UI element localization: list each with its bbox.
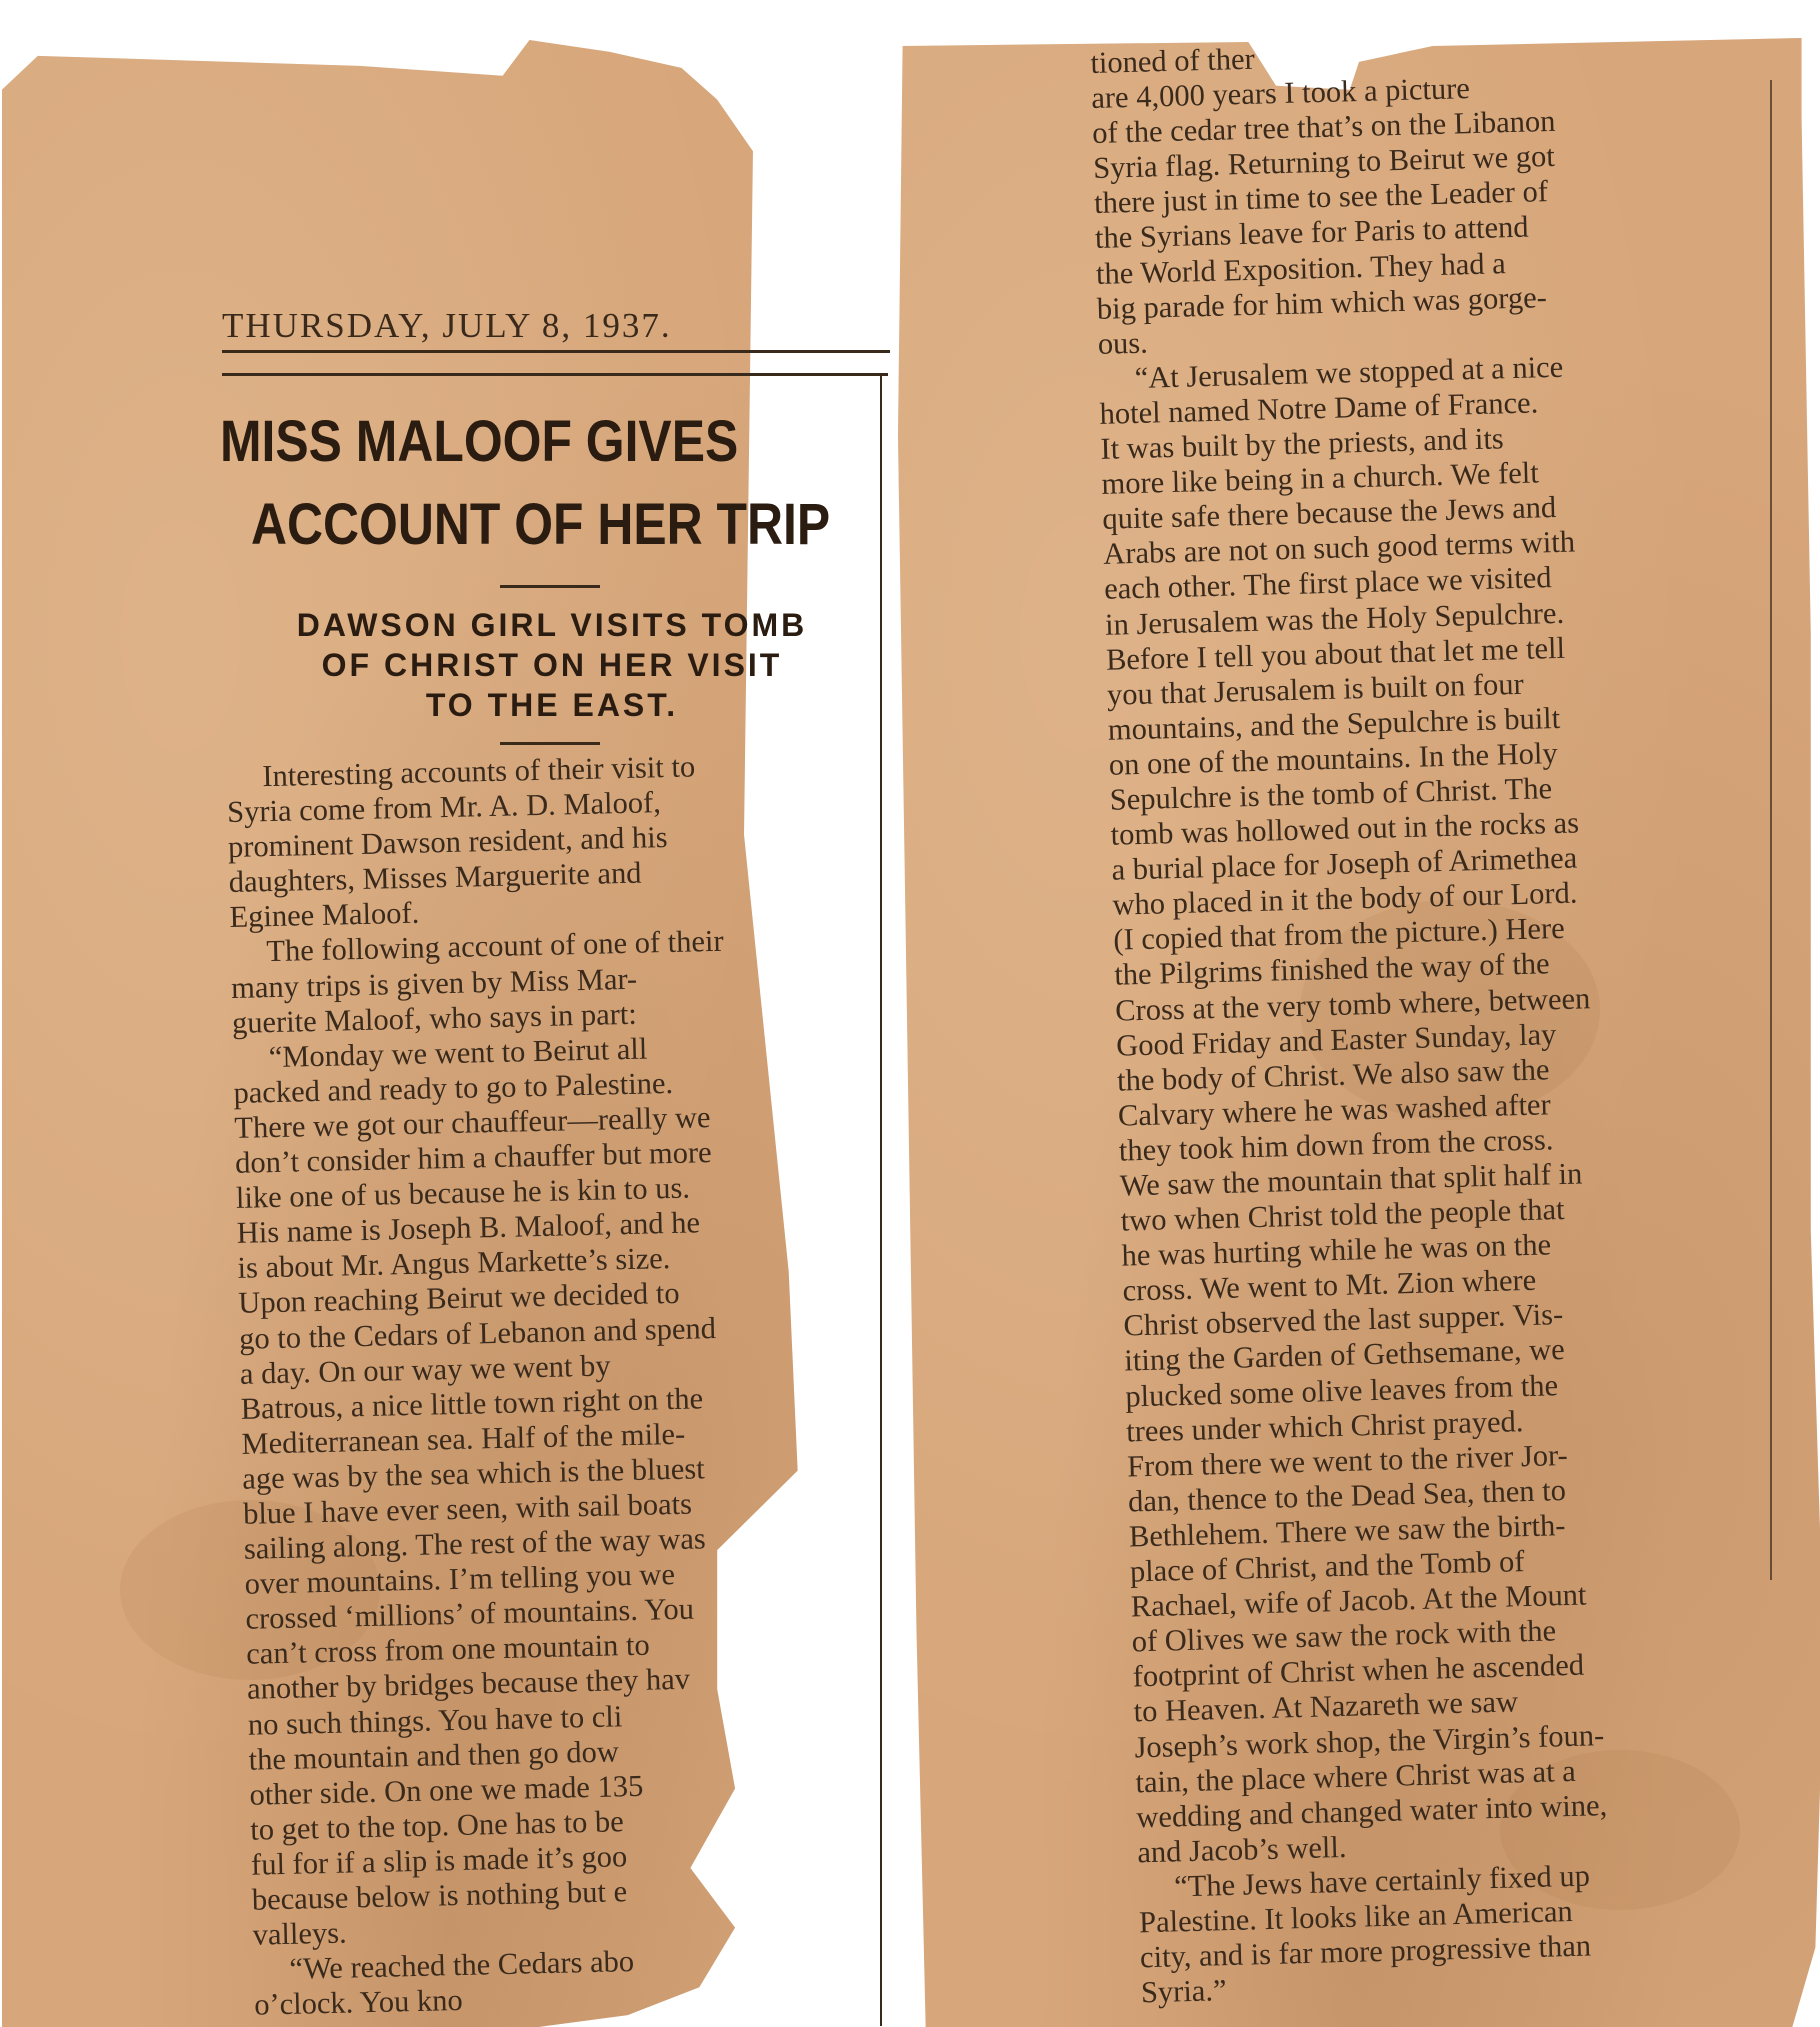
headline-line-1: MISS MALOOF GIVES — [220, 409, 739, 474]
text-line: packed and ready to go to Palestine. — [233, 1065, 674, 1110]
text-line: Bethlehem. There we saw the birth- — [1128, 1508, 1566, 1554]
text-line: The following account of one of their — [265, 924, 724, 969]
text-line: the World Exposition. They had a — [1095, 245, 1507, 291]
text-line: dan, thence to the Dead Sea, then to — [1127, 1472, 1567, 1519]
headline-line-2: ACCOUNT OF HER TRIP — [250, 492, 831, 557]
text-line: tain, the place where Christ was at a — [1135, 1753, 1577, 1799]
text-line: two when Christ told the people that — [1120, 1192, 1565, 1238]
text-line: We saw the mountain that split half in — [1119, 1156, 1583, 1203]
text-line: “We reached the Cedars abo — [289, 1944, 635, 1987]
text-line: he was hurting while he was on the — [1121, 1227, 1552, 1273]
text-line: daughters, Misses Marguerite and — [228, 855, 642, 900]
text-line: It was built by the priests, and its — [1100, 421, 1505, 466]
text-line: other side. On one we made 135 — [249, 1768, 644, 1812]
text-line: wedding and changed water into wine, — [1135, 1787, 1608, 1835]
headline-top-rule — [222, 373, 888, 376]
text-line: o’clock. You kno — [253, 1983, 464, 2022]
text-line: cross. We went to Mt. Zion where — [1122, 1263, 1537, 1308]
dateline-rule — [222, 350, 890, 353]
text-line: There we got our chauffeur—really we — [233, 1100, 711, 1145]
subheadline — [222, 605, 882, 725]
text-line: of Olives we saw the rock with the — [1131, 1613, 1557, 1659]
text-line: Cross at the very tomb where, between — [1114, 980, 1591, 1028]
text-line: a day. On our way we went by — [239, 1348, 611, 1391]
text-line: Syria.” — [1140, 1973, 1227, 2010]
text-line: sailing along. The rest of the way was — [243, 1521, 707, 1566]
subheadline-divider — [500, 742, 600, 745]
text-line: plucked some olive leaves from the — [1124, 1367, 1559, 1414]
text-line: in Jerusalem was the Holy Sepulchre. — [1104, 595, 1565, 642]
text-line: the mountain and then go dow — [248, 1733, 620, 1777]
text-line: crossed ‘millions’ of mountains. You — [245, 1591, 695, 1637]
subheadline-line-2: OF CHRIST ON HER VISIT — [321, 647, 783, 683]
text-line: no such things. You have to cli — [247, 1698, 623, 1742]
text-line: because below is nothing but e — [251, 1874, 628, 1917]
text-line: go to the Cedars of Lebanon and spend — [238, 1310, 717, 1356]
text-line: Christ observed the last supper. Vis- — [1123, 1297, 1564, 1343]
text-line: each other. The first place we visited — [1103, 560, 1552, 607]
text-line: Sepulchre is the tomb of Christ. The — [1109, 771, 1553, 817]
text-line: Before I tell you about that let me tell — [1105, 630, 1566, 677]
text-line: hotel named Notre Dame of France. — [1099, 385, 1539, 431]
text-line: tomb was hollowed out in the rocks as — [1110, 805, 1580, 852]
text-line: like one of us because he is kin to us. — [235, 1170, 691, 1216]
text-line: tioned of ther — [1090, 41, 1256, 80]
text-line: Joseph’s work shop, the Virgin’s foun- — [1134, 1717, 1605, 1764]
text-line: can’t cross from one mountain to — [245, 1627, 651, 1672]
text-line: Syria come from Mr. A. D. Maloof, — [226, 785, 662, 830]
subheadline-line-1: DAWSON GIRL VISITS TOMB — [296, 607, 808, 643]
text-line: From there we went to the river Jor- — [1126, 1437, 1569, 1484]
text-line: over mountains. I’m telling you we — [244, 1557, 676, 1601]
text-line: you that Jerusalem is built on four — [1106, 666, 1525, 712]
text-line: Palestine. It looks like an American — [1138, 1893, 1574, 1940]
text-line: valleys. — [252, 1915, 348, 1952]
text-line: on one of the mountains. In the Holy — [1108, 735, 1559, 782]
text-line: “Monday we went to Beirut all — [268, 1031, 648, 1074]
text-line: ful for if a slip is made it’s goo — [250, 1839, 628, 1882]
text-line: guerite Maloof, who says in part: — [231, 996, 638, 1040]
text-line: Interesting accounts of their visit to — [261, 749, 696, 794]
text-line: Calvary where he was washed after — [1117, 1087, 1552, 1133]
text-line: a burial place for Joseph of Arimethea — [1111, 840, 1578, 887]
text-line: Syria flag. Returning to Beirut we got — [1092, 139, 1556, 186]
text-line: many trips is given by Miss Mar- — [230, 961, 638, 1005]
text-line: “At Jerusalem we stopped at a nice — [1134, 349, 1564, 395]
text-line: iting the Garden of Gethsemane, we — [1123, 1332, 1566, 1379]
text-line: Good Friday and Easter Sunday, lay — [1115, 1016, 1557, 1063]
text-line: blue I have ever seen, with sail boats — [242, 1486, 693, 1531]
text-line: quite safe there because the Jews and — [1101, 490, 1557, 537]
text-line: don’t consider him a chauffer but more — [234, 1135, 712, 1180]
text-line: prominent Dawson resident, and his — [227, 820, 668, 865]
dateline: THURSDAY, JULY 8, 1937. — [222, 306, 672, 345]
article-left-column — [226, 745, 914, 2023]
headline — [220, 400, 882, 566]
text-line: the Pilgrims finished the way of the — [1113, 946, 1551, 993]
text-line: Eginee Maloof. — [229, 896, 420, 935]
text-line: place of Christ, and the Tomb of — [1129, 1544, 1525, 1589]
text-line: another by bridges because they hav — [246, 1662, 691, 1707]
text-line: “The Jews have certainly fixed up — [1173, 1858, 1591, 1904]
subheadline-line-3: TO THE EAST. — [425, 687, 679, 723]
text-line: ous. — [1097, 325, 1149, 361]
text-line: the body of Christ. We also saw the — [1116, 1052, 1550, 1098]
text-line: Upon reaching Beirut we decided to — [237, 1276, 680, 1321]
text-line: Mediterranean sea. Half of the mile- — [241, 1416, 686, 1461]
text-line: Batrous, a nice little town right on the — [240, 1381, 704, 1426]
text-line: footprint of Christ when he ascended — [1132, 1647, 1585, 1694]
text-line: more like being in a church. We felt — [1101, 455, 1540, 501]
text-line: of the cedar tree that’s on the Libanon — [1091, 104, 1556, 151]
text-line: mountains, and the Sepulchre is built — [1107, 700, 1561, 747]
text-line: trees under which Christ prayed. — [1125, 1403, 1524, 1449]
text-line: Arabs are not on such good terms with — [1102, 524, 1576, 572]
text-line: are 4,000 years I took a picture — [1090, 71, 1471, 116]
text-line: to get to the top. One has to be — [249, 1804, 625, 1847]
text-line: and Jacob’s well. — [1136, 1829, 1347, 1870]
text-line: they took him down from the cross. — [1118, 1122, 1554, 1168]
text-line: big parade for him which was gorge- — [1096, 279, 1548, 326]
text-line: city, and is far more progressive than — [1139, 1928, 1592, 1975]
text-line: (I copied that from the picture.) Here — [1112, 911, 1566, 958]
text-line: there just in time to see the Leader of — [1093, 174, 1549, 221]
text-line: His name is Joseph B. Maloof, and he — [236, 1205, 701, 1251]
text-line: age was by the sea which is the bluest — [241, 1451, 706, 1496]
headline-divider — [500, 585, 600, 588]
article-right-column — [1090, 28, 1811, 2010]
text-line: Rachael, wife of Jacob. At the Mount — [1130, 1577, 1587, 1624]
text-line: is about Mr. Angus Markette’s size. — [237, 1241, 671, 1286]
text-line: who placed in it the body of our Lord. — [1112, 875, 1578, 922]
text-line: the Syrians leave for Paris to attend — [1094, 210, 1530, 256]
text-line: to Heaven. At Nazareth we saw — [1133, 1684, 1519, 1729]
